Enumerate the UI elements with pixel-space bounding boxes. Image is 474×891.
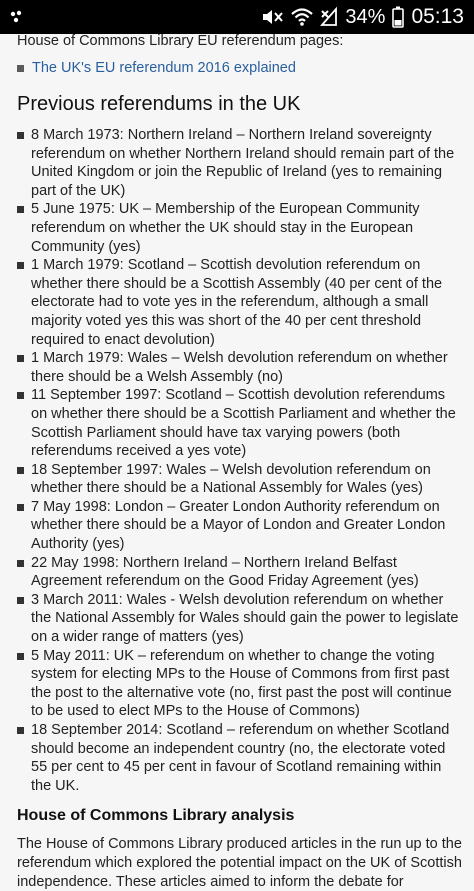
bullet-icon (17, 653, 24, 660)
list-item-text: 18 September 1997: Wales – Welsh devolution referendum on whether there should be a National Assembly for Wales (yes) (31, 461, 431, 497)
bullet-icon (17, 132, 24, 139)
wifi-icon (291, 7, 313, 27)
bullet-icon (17, 597, 24, 604)
signal-icon (320, 7, 338, 27)
list-item-text: 8 March 1973: Northern Ireland – Northern Ireland sovereignty referendum on whether Northern Ireland should remain part of the United Kingdom or join the Republic of Ireland (yes to remaining part of the UK) (31, 127, 455, 199)
list-item (17, 349, 462, 386)
bullet-icon (17, 467, 24, 474)
section-heading: Previous referendums in the UK (17, 93, 301, 115)
intro-link-item[interactable] (17, 59, 462, 77)
list-item (17, 554, 462, 591)
list-item (17, 256, 462, 349)
bullet-icon (17, 206, 24, 213)
list-item-text: 18 September 2014: Scotland – referendum on whether Scotland should become an independent country (no, the electorate voted 55 per cent to 45 per cent in favour of Scotland remaining within the UK. (31, 722, 450, 794)
intro-line: House of Commons Library EU referendum pages: (17, 33, 344, 49)
battery-icon (392, 6, 404, 28)
list-item-text: 1 March 1979: Wales – Welsh devolution referendum on whether there should be a Welsh Assembly (no) (31, 350, 448, 385)
analysis-heading: House of Commons Library analysis (17, 807, 295, 825)
bullet-icon (17, 504, 24, 511)
list-item (17, 591, 462, 647)
status-left (10, 10, 26, 24)
battery-percent: 34% (345, 5, 386, 28)
list-item-text: 7 May 1998: London – Greater London Authority referendum on whether there should be a Mayor of London and Greater London Authority (yes) (31, 498, 446, 553)
list-item (17, 498, 462, 554)
article-content[interactable] (0, 33, 474, 890)
bullet-icon (17, 262, 24, 269)
eu-referendum-link[interactable]: The UK's EU referendum 2016 explained (32, 60, 296, 76)
list-item (17, 126, 462, 200)
bullet-icon (17, 727, 24, 734)
list-item-text: 1 March 1979: Scotland – Scottish devolution referendum on whether there should be a Scottish Assembly (40 per cent of the electorate had to vote yes in the referendum, although a small majority voted yes this was short of the 40 per cent threshold required to enact devolution) (31, 257, 443, 348)
list-item-text: 5 June 1975: UK – Membership of the European Community referendum on whether the UK should stay in the European Community (yes) (31, 201, 420, 255)
status-right (260, 5, 464, 29)
list-item-text: 11 September 1997: Scotland – Scottish devolution referendums on whether there should be a Scottish Parliament and whether the Scottish Parliament should have tax varying powers (both referendums received a yes vote) (31, 387, 456, 460)
list-item (17, 200, 462, 256)
list-item (17, 647, 462, 721)
list-item (17, 386, 462, 460)
bullet-icon (17, 560, 24, 567)
clock: 05:13 (411, 5, 464, 28)
status-bar (0, 0, 474, 34)
list-item (17, 721, 462, 795)
notification-dots-icon (10, 10, 26, 24)
list-item-text: 3 March 2011: Wales - Welsh devolution referendum on whether the National Assembly for Wales should gain the power to legislate on a wider range of matters (yes) (31, 591, 459, 646)
mute-icon (260, 7, 284, 27)
list-item-text: 22 May 1998: Northern Ireland – Northern Ireland Belfast Agreement referendum on the Good Friday Agreement (yes) (31, 554, 419, 590)
analysis-paragraph: The House of Commons Library produced articles in the run up to the referendum which explored the potential impact on the UK of Scottish independence. These articles aimed to inform the debate for (17, 836, 462, 890)
bullet-icon (17, 392, 24, 399)
bullet-icon (17, 65, 24, 72)
bullet-icon (17, 355, 24, 362)
list-item (17, 461, 462, 498)
list-item-text: 5 May 2011: UK – referendum on whether to change the voting system for electing MPs to the House of Commons from first past the post to the alternative vote (no, first past the post will continue to be used to elect MPs to the House of Commons) (31, 647, 452, 720)
referendum-list (17, 126, 462, 795)
